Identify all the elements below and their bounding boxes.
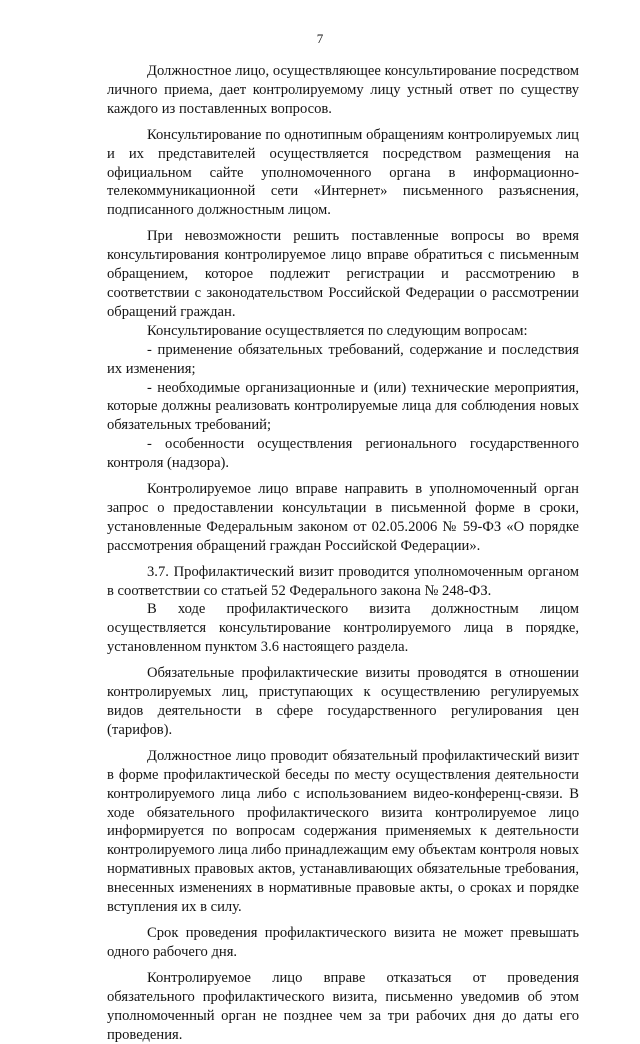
paragraph-visit-consultation: В ходе профилактического визита должностным лицом осуществляется консультирование контролируемого лица в порядке, установленном пунктом 3.6 настоящего раздела. [107, 601, 579, 656]
paragraph-mandatory-visits: Обязательные профилактические визиты проводятся в отношении контролируемых лиц, приступающих к осуществлению регулируемых видов деятельности в сфере государственного регулирования цен (тарифов). [107, 665, 579, 738]
paragraph-visit-refusal: Контролируемое лицо вправе отказаться от проведения обязательного профилактического визита, письменно уведомив об этом уполномоченный орган не позднее чем за три рабочих дня до даты его проведения. [107, 969, 579, 1043]
page-number: 7 [316, 31, 324, 46]
list-item-control-features: - особенности осуществления регионального государственного контроля (надзора). [107, 436, 579, 472]
paragraph-visit-procedure: Должностное лицо проводит обязательный профилактический визит в форме профилактической беседы по месту осуществления деятельности контролируемого лица либо с использованием видео-конференц-связи. В ходе обязательного профилактического визита контролируемое лицо информируется по вопросам содержания применяемых к деятельности контролируемого лица либо принадлежащим ему объектам контроля новых нормативных правовых актов, устанавливающих обязательные требования, внесенных изменениях в нормативные правовые акты, о сроках и порядке вступления их в силу. [107, 747, 579, 916]
paragraph-section-3-7: 3.7. Профилактический визит проводится уполномоченным органом в соответствии со статьей 52 Федерального закона № 248-ФЗ. [107, 563, 579, 599]
list-item-requirements: - применение обязательных требований, содержание и последствия их изменения; [107, 341, 579, 377]
paragraph-personal-reception: Должностное лицо, осуществляющее консультирование посредством личного приема, дает контролируемому лицу устный ответ по существу каждого из поставленных вопросов. [107, 63, 579, 117]
paragraph-written-consultation-request: Контролируемое лицо вправе направить в уполномоченный орган запрос о предоставлении консультации в письменной форме в сроки, установленные Федеральным законом от 02.05.2006 № 59-ФЗ «О порядке рассмотрения обращений граждан Российской Федерации». [107, 481, 579, 554]
paragraph-consultation-topics: Консультирование осуществляется по следующим вопросам: [147, 322, 528, 339]
paragraph-uniform-requests: Консультирование по однотипным обращениям контролируемых лиц и их представителей осуществляется посредством размещения на официальном сайте уполномоченного органа в информационно-телекоммуникационной сети «Интернет» письменного разъяснения, подписанного должностным лицом. [107, 126, 579, 219]
paragraph-written-appeal: При невозможности решить поставленные вопросы во время консультирования контролируемое лицо вправе обратиться с письменным обращением, которое подлежит регистрации и рассмотрению в соответствии с законодательством Российской Федерации о рассмотрении обращений граждан. [107, 228, 579, 320]
document-body [107, 62, 579, 1044]
paragraph-visit-duration: Срок проведения профилактического визита не может превышать одного рабочего дня. [107, 924, 579, 960]
list-item-measures: - необходимые организационные и (или) технические мероприятия, которые должны реализовать контролируемые лица для соблюдения новых обязательных требований; [107, 379, 579, 434]
